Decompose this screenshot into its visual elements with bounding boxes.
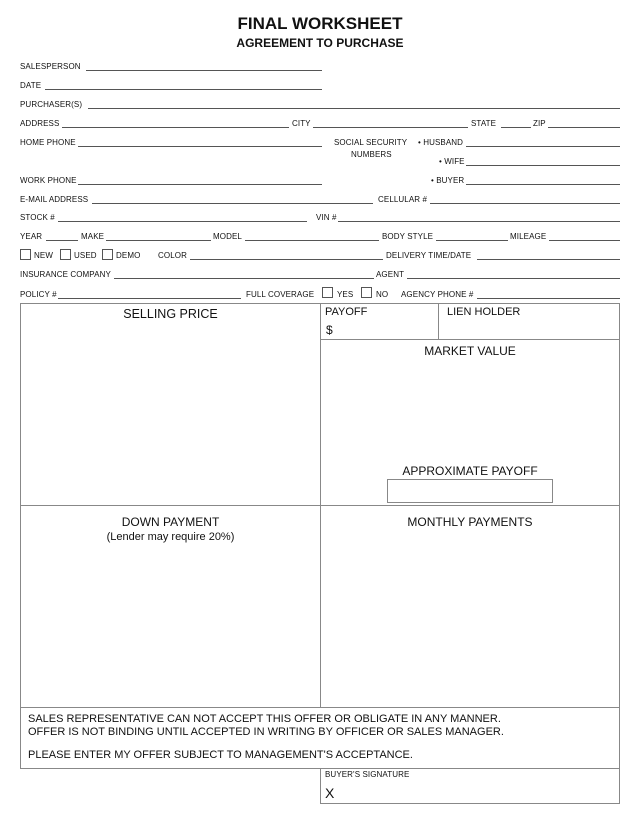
model-label: MODEL xyxy=(213,232,242,241)
lien-holder-label: LIEN HOLDER xyxy=(447,306,521,318)
buyer-ssn-field[interactable] xyxy=(466,184,620,185)
payoff-label: PAYOFF xyxy=(325,306,368,318)
demo-checkbox[interactable] xyxy=(102,249,113,260)
new-checkbox[interactable] xyxy=(20,249,31,260)
market-value-label: MARKET VALUE xyxy=(424,344,516,358)
selling-price-label: SELLING PRICE xyxy=(123,307,218,321)
purchasers-label: PURCHASER(S) xyxy=(20,100,83,109)
year-label: YEAR xyxy=(20,232,43,241)
coverage-yes-checkbox[interactable] xyxy=(322,287,333,298)
approx-payoff-input[interactable] xyxy=(387,479,553,503)
approx-payoff-label: APPROXIMATE PAYOFF xyxy=(402,464,538,478)
payoff-currency: $ xyxy=(326,323,333,337)
mileage-label: MILEAGE xyxy=(510,232,547,241)
agency-phone-field[interactable] xyxy=(477,298,620,299)
husband-label: • HUSBAND xyxy=(418,138,464,147)
notice-line-2: OFFER IS NOT BINDING UNTIL ACCEPTED IN WRITING BY OFFICER OR SALES MANAGER. xyxy=(28,726,504,738)
work-phone-field[interactable] xyxy=(78,184,322,185)
agent-field[interactable] xyxy=(407,278,620,279)
date-label: DATE xyxy=(20,81,42,90)
agent-label: AGENT xyxy=(376,270,405,279)
model-field[interactable] xyxy=(245,240,379,241)
monthly-payments-box[interactable] xyxy=(320,505,620,708)
purchasers-field[interactable] xyxy=(88,108,620,109)
page-title: FINAL WORKSHEET xyxy=(237,14,403,33)
cellular-field[interactable] xyxy=(430,203,620,204)
buyer-label: • BUYER xyxy=(431,176,465,185)
down-payment-label: DOWN PAYMENT xyxy=(121,515,220,529)
agency-phone-label: AGENCY PHONE # xyxy=(401,290,474,299)
coverage-no-label: NO xyxy=(376,290,389,299)
mileage-field[interactable] xyxy=(549,240,620,241)
body-style-field[interactable] xyxy=(436,240,508,241)
coverage-yes-label: YES xyxy=(337,290,354,299)
stock-field[interactable] xyxy=(58,221,307,222)
address-label: ADDRESS xyxy=(20,119,60,128)
body-style-label: BODY STYLE xyxy=(382,232,434,241)
salesperson-field[interactable] xyxy=(86,70,322,71)
state-field[interactable] xyxy=(501,127,531,128)
zip-field[interactable] xyxy=(548,127,620,128)
used-checkbox[interactable] xyxy=(60,249,71,260)
ssn-label-line2: NUMBERS xyxy=(351,150,392,159)
wife-ssn-field[interactable] xyxy=(466,165,620,166)
address-field[interactable] xyxy=(62,127,289,128)
full-coverage-label: FULL COVERAGE xyxy=(246,290,315,299)
city-label: CITY xyxy=(292,119,311,128)
email-label: E-MAIL ADDRESS xyxy=(20,195,89,204)
signature-x-mark: X xyxy=(325,785,335,801)
state-label: STATE xyxy=(471,119,497,128)
ssn-label-line1: SOCIAL SECURITY xyxy=(334,138,408,147)
notice-line-3: PLEASE ENTER MY OFFER SUBJECT TO MANAGEMENT'S ACCEPTANCE. xyxy=(28,749,413,761)
down-payment-note: (Lender may require 20%) xyxy=(106,531,235,543)
color-label: COLOR xyxy=(158,251,187,260)
vin-field[interactable] xyxy=(338,221,620,222)
delivery-field[interactable] xyxy=(477,259,620,260)
date-field[interactable] xyxy=(45,89,322,90)
vin-label: VIN # xyxy=(316,213,337,222)
color-field[interactable] xyxy=(190,259,383,260)
husband-ssn-field[interactable] xyxy=(466,146,620,147)
work-phone-label: WORK PHONE xyxy=(20,176,77,185)
insurance-label: INSURANCE COMPANY xyxy=(20,270,111,279)
year-field[interactable] xyxy=(46,240,78,241)
selling-price-box[interactable] xyxy=(20,303,321,506)
monthly-payments-label: MONTHLY PAYMENTS xyxy=(407,515,533,529)
page-subtitle: AGREEMENT TO PURCHASE xyxy=(236,36,404,50)
notice-line-1: SALES REPRESENTATIVE CAN NOT ACCEPT THIS OFFER OR OBLIGATE IN ANY MANNER. xyxy=(28,713,501,725)
policy-label: POLICY # xyxy=(20,290,57,299)
new-label: NEW xyxy=(34,251,53,260)
make-label: MAKE xyxy=(81,232,105,241)
signature-label: BUYER'S SIGNATURE xyxy=(325,770,410,779)
stock-label: STOCK # xyxy=(20,213,55,222)
city-field[interactable] xyxy=(313,127,468,128)
wife-label: • WIFE xyxy=(439,157,465,166)
demo-label: DEMO xyxy=(116,251,141,260)
delivery-label: DELIVERY TIME/DATE xyxy=(386,251,472,260)
insurance-field[interactable] xyxy=(114,278,374,279)
coverage-no-checkbox[interactable] xyxy=(361,287,372,298)
home-phone-label: HOME PHONE xyxy=(20,138,76,147)
cellular-label: CELLULAR # xyxy=(378,195,428,204)
policy-field[interactable] xyxy=(58,298,241,299)
zip-label: ZIP xyxy=(533,119,546,128)
email-field[interactable] xyxy=(92,203,373,204)
used-label: USED xyxy=(74,251,97,260)
make-field[interactable] xyxy=(106,240,211,241)
salesperson-label: SALESPERSON xyxy=(20,62,81,71)
home-phone-field[interactable] xyxy=(78,146,322,147)
